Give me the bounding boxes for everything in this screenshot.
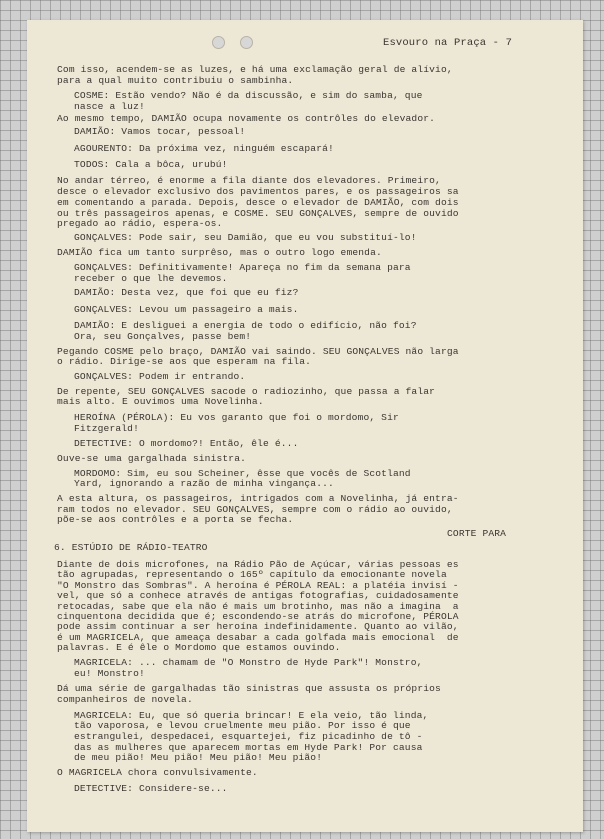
text-line: GONÇALVES: Levou um passageiro a mais.	[74, 304, 299, 315]
text-line: De repente, SEU GONÇALVES sacode o radiozinho, que passa a falar	[57, 386, 436, 397]
text-line: O MAGRICELA chora convulsivamente.	[57, 767, 258, 778]
text-line: para a qual muito contribuiu o sambinha.	[57, 75, 294, 86]
text-line: DETECTIVE: Considere-se...	[74, 783, 228, 794]
text-line: GONÇALVES: Definitivamente! Apareça no fim da semana para	[74, 262, 411, 273]
text-line: GONÇALVES: Podem ir entrando.	[74, 371, 246, 382]
text-line: é um MAGRICELA, que ameaça desabar a cada golfada mais emocional de	[57, 632, 459, 643]
text-line: HEROÍNA (PÉROLA): Eu vos garanto que foi o mordomo, Sir	[74, 412, 399, 423]
text-line: Yard, ignorando a razão de minha vingança...	[74, 478, 334, 489]
text-line: ou três passageiros apenas, e COSME. SEU GONÇALVES, sempre de ouvido	[57, 208, 459, 219]
text-line: DAMIÃO: Vamos tocar, pessoal!	[74, 126, 246, 137]
text-line: MORDOMO: Sim, eu sou Scheiner, êsse que vocês de Scotland	[74, 468, 411, 479]
transition-corte-para: CORTE PARA	[447, 528, 507, 539]
text-line: o rádio. Dirige-se aos que esperam na fila.	[57, 356, 312, 367]
text-line: tão agrupadas, representando o 165º capítulo da emocionante novela	[57, 569, 447, 580]
page-text	[27, 20, 583, 832]
text-line: Com isso, acendem-se as luzes, e há uma exclamação geral de alívio,	[57, 64, 453, 75]
text-line: DETECTIVE: O mordomo?! Então, êle é...	[74, 438, 299, 449]
text-line: de meu pião! Meu pião! Meu pião! Meu pião!	[74, 752, 323, 763]
text-line: "O Monstro das Sombras". A heroína é PÉROLA REAL: a platéia invisí -	[57, 580, 459, 591]
text-line: A esta altura, os passageiros, intrigados com a Novelinha, já entra-	[57, 493, 459, 504]
text-line: põe-se aos contrôles e a porta se fecha.	[57, 514, 294, 525]
text-line: cinquentona decidida que é; escondendo-se atrás do microfone, PÉROLA	[57, 611, 459, 622]
text-line: Ao mesmo tempo, DAMIÃO ocupa novamente os contrôles do elevador.	[57, 113, 436, 124]
text-line: eu! Monstro!	[74, 668, 145, 679]
typewritten-page	[27, 20, 583, 832]
text-line: AGOURENTO: Da próxima vez, ninguém escapará!	[74, 143, 334, 154]
scene-heading: 6. ESTÚDIO DE RÁDIO-TEATRO	[54, 542, 208, 553]
text-line: Dá uma série de gargalhadas tão sinistras que assusta os próprios	[57, 683, 441, 694]
text-line: nasce a luz!	[74, 101, 145, 112]
text-line: No andar térreo, é enorme a fila diante dos elevadores. Primeiro,	[57, 175, 441, 186]
text-line: MAGRICELA: ... chamam de "O Monstro de Hyde Park"! Monstro,	[74, 657, 423, 668]
text-line: receber o que lhe devemos.	[74, 273, 228, 284]
page-header: Esvouro na Praça - 7	[383, 37, 513, 49]
text-line: TODOS: Cala a bôca, urubú!	[74, 159, 228, 170]
text-line: GONÇALVES: Pode sair, seu Damião, que eu vou substituí-lo!	[74, 232, 417, 243]
text-line: DAMIÃO: E desliguei a energia de todo o edifício, não foi?	[74, 320, 417, 331]
text-line: palavras. E é êle o Mordomo que estamos ouvindo.	[57, 642, 341, 653]
text-line: Pegando COSME pelo braço, DAMIÃO vai saindo. SEU GONÇALVES não larga	[57, 346, 459, 357]
text-line: mais alto. E ouvimos uma Novelinha.	[57, 396, 264, 407]
text-line: em comentando a parada. Depois, desce o elevador de DAMIÃO, com dois	[57, 197, 459, 208]
text-line: DAMIÃO: Desta vez, que foi que eu fiz?	[74, 287, 299, 298]
text-line: pregado ao rádio, espera-os.	[57, 218, 223, 229]
text-line: Ouve-se uma gargalhada sinistra.	[57, 453, 247, 464]
text-line: DAMIÃO fica um tanto surprêso, mas o outro logo emenda.	[57, 247, 382, 258]
text-line: ram todos no elevador. SEU GONÇALVES, sempre com o rádio ao ouvido,	[57, 504, 453, 515]
text-line: Ora, seu Gonçalves, passe bem!	[74, 331, 252, 342]
text-line: MAGRICELA: Eu, que só queria brincar! E ela veio, tão linda,	[74, 710, 429, 721]
text-line: Fitzgerald!	[74, 423, 139, 434]
text-line: companheiros de novela.	[57, 694, 193, 705]
text-line: vel, que só a conhece através de antigas fotografias, cuidadosamente	[57, 590, 459, 601]
text-line: das as mulheres que aparecem mortas em Hyde Park! Por causa	[74, 742, 423, 753]
text-line: COSME: Estão vendo? Não é da discussão, e sim do samba, que	[74, 90, 423, 101]
text-line: retocadas, sabe que ela não é mais um brotinho, mas não a imagina a	[57, 601, 459, 612]
text-line: pode assim continuar a ser heroína indefinidamente. Quanto ao vilão,	[57, 621, 459, 632]
text-line: tão vaporosa, e levou cruelmente meu pião. Por isso é que	[74, 720, 411, 731]
text-line: Diante de dois microfones, na Rádio Pão de Açúcar, várias pessoas es	[57, 559, 459, 570]
text-line: desce o elevador exclusivo dos pavimentos pares, e os passageiros sa	[57, 186, 459, 197]
text-line: estrangulei, despedacei, esquartejei, fiz picadinho de tô -	[74, 731, 423, 742]
